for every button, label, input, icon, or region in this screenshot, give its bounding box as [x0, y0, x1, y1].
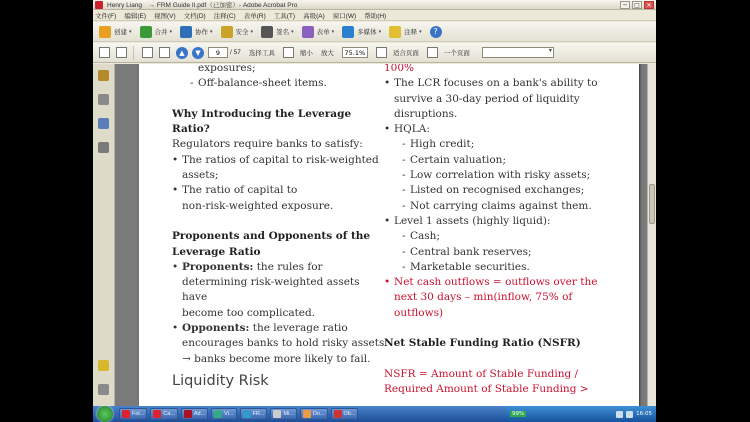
bullet-item: • Level 1 assets (highly liquid): [384, 214, 634, 229]
bullet-text: the rules for [253, 260, 323, 273]
taskbar-task[interactable] [181, 408, 208, 420]
sub-item: - Low correlation with risky assets; [384, 168, 634, 183]
zoom-in-button[interactable]: 放大 [320, 50, 334, 57]
continuation-line: non-risk-weighted exposure. [182, 199, 334, 212]
page-icon[interactable] [142, 47, 153, 58]
multimedia-icon [342, 26, 354, 38]
blank-line [384, 352, 634, 367]
right-column [384, 64, 634, 398]
single-page-icon[interactable] [427, 47, 438, 58]
chevron-down-icon: ▾ [129, 28, 132, 35]
page-total: / 57 [230, 49, 241, 56]
print-icon[interactable] [116, 47, 127, 58]
bullet-item: • The ratios of capital to risk-weighted [172, 153, 387, 168]
minimize-button[interactable]: ─ [620, 1, 630, 9]
task-toolbar [93, 22, 656, 42]
bullet-item: • The LCR focuses on a bank's ability to [384, 76, 634, 91]
task-app-icon [214, 410, 222, 418]
task-label: FR... [252, 411, 265, 417]
next-page-icon[interactable]: ▼ [192, 47, 204, 59]
chevron-down-icon: ▾ [250, 28, 254, 35]
vertical-scrollbar[interactable] [647, 64, 656, 406]
lock-icon [221, 26, 233, 38]
document-area [115, 64, 647, 406]
forms-button[interactable] [302, 26, 335, 38]
chevron-down-icon: ▾ [291, 28, 294, 35]
navigation-panel [93, 64, 115, 406]
combine-label: 合并 [154, 29, 168, 36]
continuation-line: disruptions. [394, 107, 458, 120]
acrobat-app-icon [95, 1, 103, 9]
bullet-bold-term: Proponents: [182, 260, 254, 273]
menu-help[interactable]: 帮助(H) [364, 12, 387, 20]
create-button[interactable] [99, 26, 132, 38]
help-icon[interactable]: ? [430, 26, 442, 38]
attachments-icon[interactable] [98, 142, 109, 153]
secure-label: 安全 [235, 29, 249, 36]
paragraph-line: Regulators require banks to satisfy: [172, 138, 363, 151]
pdf-page [139, 64, 639, 406]
sub-item: - Certain valuation; [384, 153, 634, 168]
sub-item: - Marketable securities. [384, 260, 634, 275]
bookmarks-icon[interactable] [98, 118, 109, 129]
bullet-item: • The ratio of capital to [172, 183, 387, 198]
bullet-item: • HQLA: [384, 122, 634, 137]
network-icon[interactable] [616, 411, 623, 418]
chevron-down-icon: ▾ [378, 28, 382, 35]
comment-button[interactable] [389, 26, 422, 38]
sign-label: 签名 [276, 29, 290, 36]
task-label: Ad... [193, 411, 206, 417]
task-app-icon [273, 410, 281, 418]
task-label: Fol... [132, 411, 145, 417]
menu-tools[interactable]: 工具(T) [273, 12, 296, 20]
clock: 16:05 [636, 411, 652, 417]
combine-button[interactable] [140, 26, 173, 38]
heading-line: Leverage Ratio [172, 245, 261, 258]
forms-label: 表单 [316, 29, 330, 36]
start-button[interactable] [97, 406, 113, 422]
continuation-line: survive a 30-day period of liquidity [394, 92, 580, 105]
bullet-item: • Net cash outflows = outflows over the [384, 275, 634, 290]
menu-edit[interactable]: 编辑(E) [124, 12, 146, 20]
task-label: Do... [312, 411, 325, 417]
title-bar[interactable] [93, 0, 656, 10]
collaborate-icon [180, 26, 192, 38]
previous-page-icon[interactable]: ▲ [176, 47, 188, 59]
scrollbar-thumb[interactable] [649, 184, 655, 224]
taskbar-task[interactable] [300, 408, 328, 420]
battery-indicator[interactable]: 99% [512, 411, 525, 417]
bullet-item [172, 260, 387, 275]
blank-line [172, 92, 387, 107]
continuation-line: encourages banks to hold risky assets [182, 337, 385, 350]
heading-line: Why Introducing the Leverage [172, 107, 352, 120]
create-label: 创建 [114, 29, 127, 36]
collaborate-label: 协作 [195, 29, 209, 36]
chevron-down-icon: ▾ [419, 28, 422, 35]
taskbar-task[interactable] [240, 408, 268, 420]
task-app-icon [184, 410, 192, 418]
menu-forms[interactable]: 表单(R) [243, 12, 266, 20]
sub-item: - High credit; [384, 137, 634, 152]
section-heading-liquidity-risk: Liquidity Risk [172, 373, 269, 389]
close-button[interactable]: ✕ [644, 1, 654, 9]
create-icon [99, 26, 111, 38]
heading-line: Net Stable Funding Ratio (NSFR) [384, 337, 581, 350]
left-column [172, 64, 387, 367]
multimedia-label: 多媒体 [357, 29, 377, 36]
fit-page-button[interactable]: 适合页面 [392, 50, 419, 57]
single-page-button[interactable]: 一个页面 [443, 50, 470, 57]
volume-icon[interactable] [626, 411, 633, 418]
bullet-text: the leverage ratio [249, 322, 348, 335]
comments-panel-icon[interactable] [98, 360, 109, 371]
taskbar-task[interactable] [211, 408, 236, 420]
toolbar-divider [133, 46, 134, 60]
pen-icon [261, 26, 273, 38]
fit-page-icon[interactable] [376, 47, 387, 58]
blank-line [384, 321, 634, 336]
multimedia-button[interactable] [342, 26, 381, 38]
chevron-down-icon: ▾ [210, 28, 213, 35]
task-app-icon [334, 410, 342, 418]
task-app-icon [122, 410, 130, 418]
pages-icon[interactable] [98, 94, 109, 105]
menu-file[interactable]: 文件(F) [95, 12, 117, 20]
menu-view[interactable]: 视图(V) [153, 12, 176, 20]
sub-item: - Off-balance-sheet items. [172, 76, 387, 91]
comment-icon [389, 26, 401, 38]
continuation-line: become too complicated. [182, 306, 316, 319]
zoom-out-button[interactable]: 缩小 [299, 50, 313, 57]
heading-line: Proponents and Opponents of the [172, 230, 371, 243]
heading-line: Ratio? [172, 123, 210, 136]
sub-item: - Listed on recognised exchanges; [384, 183, 634, 198]
hand-tool-icon[interactable] [283, 47, 294, 58]
task-label: Ob... [343, 411, 356, 417]
menu-window[interactable]: 窗口(W) [332, 12, 357, 20]
bullet-bold-term: Opponents: [182, 322, 250, 335]
menu-comments[interactable]: 注释(C) [213, 12, 236, 20]
sign-button[interactable] [261, 26, 294, 38]
form-icon [302, 26, 314, 38]
collaborate-button[interactable] [180, 26, 213, 38]
taskbar-task[interactable] [150, 408, 178, 420]
open-folder-icon[interactable] [99, 47, 110, 58]
sub-item: - Cash; [384, 229, 634, 244]
taskbar-task[interactable] [119, 408, 147, 420]
formula-line: NSFR = Amount of Stable Funding / [384, 367, 579, 380]
task-app-icon [243, 410, 251, 418]
task-label: Mi... [283, 411, 294, 417]
menu-advanced[interactable]: 高级(A) [303, 12, 325, 20]
continuation-line: next 30 days – min(inflow, 75% of [394, 291, 573, 304]
maximize-button[interactable]: □ [632, 1, 642, 9]
sub-item: - Not carrying claims against them. [384, 199, 634, 214]
bullet-item [172, 321, 387, 336]
chevron-down-icon: ▾ [169, 28, 173, 35]
search-input[interactable] [482, 47, 554, 58]
chevron-down-icon: ▾ [331, 28, 335, 35]
task-app-icon [153, 410, 161, 418]
task-label: Ca... [163, 411, 175, 417]
app-window [93, 0, 656, 422]
zoom-level-input[interactable]: 75.1% [342, 47, 368, 58]
continuation-line: → banks become more likely to fail. [182, 352, 371, 365]
formula-line: 100% [384, 64, 415, 74]
blank-line [172, 214, 387, 229]
continuation-line: determining risk-weighted assets have [182, 276, 360, 304]
select-tool-button[interactable]: 选择工具 [248, 50, 275, 57]
page-number-input[interactable]: 9 [208, 47, 228, 58]
continuation-line: outflows) [394, 306, 444, 319]
menu-document[interactable]: 文档(D) [183, 12, 206, 20]
comment-label: 注释 [404, 29, 418, 36]
combine-icon [140, 26, 152, 38]
menu-bar [93, 10, 656, 21]
lock-icon[interactable] [98, 70, 109, 81]
secure-button[interactable] [221, 26, 254, 38]
task-label: Vi... [224, 411, 234, 417]
task-app-icon [303, 410, 311, 418]
taskbar-task[interactable] [270, 408, 296, 420]
sub-item: - Central bank reserves; [384, 245, 634, 260]
taskbar-task[interactable] [331, 408, 359, 420]
taskbar [93, 406, 656, 422]
page-icon[interactable] [159, 47, 170, 58]
navigation-toolbar [93, 43, 656, 63]
formula-line: Required Amount of Stable Funding > [384, 383, 589, 396]
window-title: Henry Liang → FRM Guide II.pdf（已加密）- Adobe Acrobat Pro [107, 2, 298, 9]
continuation-line: exposures; [198, 64, 256, 74]
system-tray [506, 406, 656, 422]
continuation-line: assets; [182, 169, 219, 182]
paperclip-icon[interactable] [98, 384, 109, 395]
